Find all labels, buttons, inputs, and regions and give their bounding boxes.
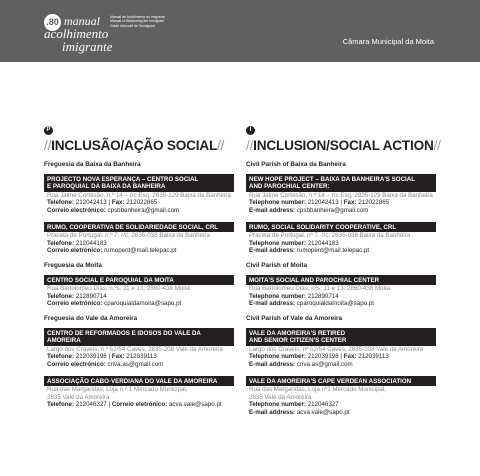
phone-value: 212042413 bbox=[307, 199, 339, 207]
fax-label: Fax: bbox=[111, 199, 125, 207]
phone-line: Telefone: 212042413 | Fax: 212022865 bbox=[47, 199, 158, 207]
institution-entry bbox=[44, 376, 234, 409]
phone-value: 212042413 bbox=[75, 199, 107, 207]
institution-name bbox=[246, 174, 436, 192]
email-value: criva.as@gmail.com bbox=[107, 360, 164, 368]
english-column bbox=[246, 126, 441, 423]
phone-line: Telephone number: 212039198 | Fax: 212039113 bbox=[249, 353, 389, 361]
institution-name bbox=[246, 328, 436, 346]
email-value: rumopent@mail.telepac.pt bbox=[296, 247, 370, 255]
phone-label: Telephone number: bbox=[249, 353, 306, 361]
title-slashes: // bbox=[433, 138, 441, 153]
section-title bbox=[246, 138, 441, 154]
institution-address: Largo dos Craveis, n.º 52/54 Caves, 2835-208 Vale da Amoreira bbox=[47, 345, 223, 353]
email-value: acva.vale@sapo.pt bbox=[296, 408, 350, 416]
email-label: Correio electrónico: bbox=[47, 206, 106, 214]
institution-address: Praceta de Portugal, nº 7, r/c, 2835-038 Baixa da Banheira bbox=[249, 231, 411, 239]
section-title bbox=[44, 139, 234, 154]
email-label: E-mail address: bbox=[249, 360, 296, 368]
logo-subtitle-line: Guide d'accueil de l'immigrant bbox=[110, 23, 156, 28]
email-value: cparoquialdamoita@sapo.pt bbox=[296, 300, 374, 308]
phone-label: Telefone: bbox=[47, 292, 75, 300]
institution-name bbox=[44, 222, 234, 232]
parish-heading: Freguesia da Moita bbox=[44, 261, 102, 269]
fax-value: 212039113 bbox=[358, 353, 389, 361]
institution-name-line: MOITA'S SOCIAL AND PAROCHIAL CENTER bbox=[249, 276, 380, 284]
phone-line bbox=[44, 293, 234, 301]
phone-label: Telephone number: bbox=[249, 239, 306, 247]
institution-name-line: CENTRO SOCIAL E PAROQUIAL DA MOITA bbox=[47, 276, 174, 284]
institution-name-line: NEW HOPE PROJECT – BAIXA DA BANHEIRA'S SOCIAL bbox=[249, 175, 416, 183]
email-line bbox=[246, 207, 436, 215]
phone-label: Telefone: bbox=[47, 239, 75, 247]
logo-number: .80 bbox=[44, 14, 61, 31]
email-value: cparoquialdamoita@sapo.pt bbox=[104, 300, 182, 308]
phone-line bbox=[44, 240, 234, 248]
phone-value: 212044183 bbox=[307, 239, 339, 247]
institution-entry bbox=[44, 328, 234, 369]
fax-value: 212039113 bbox=[126, 353, 157, 361]
institution-name bbox=[44, 376, 234, 386]
email-label: E-mail address: bbox=[249, 300, 296, 308]
phone-line bbox=[246, 240, 436, 248]
institution-address: Rua das Margaridas, Loja nº1 Mercado Municipal, bbox=[249, 385, 387, 393]
institution-entry bbox=[246, 275, 436, 308]
logo-subtitle-line: Manual of Welcoming the Immigrant bbox=[110, 19, 165, 24]
title-slashes: // bbox=[44, 138, 52, 153]
phone-line: Telefone: 212046327 | Correio eletrónico: acva.vale@sapo.pt bbox=[47, 401, 222, 409]
parish-heading: Civil Parish of Baixa da Banheira bbox=[246, 160, 346, 168]
institution-entry bbox=[246, 174, 436, 215]
parish-heading: Freguesia da Baixa da Banheira bbox=[44, 160, 141, 168]
email-line bbox=[44, 247, 234, 255]
institution-name bbox=[246, 275, 436, 285]
institution-name bbox=[246, 376, 436, 386]
phone-label: Telephone number: bbox=[249, 199, 306, 207]
title-slashes: // bbox=[246, 138, 254, 153]
parish-heading: Freguesia do Vale da Amoreira bbox=[44, 314, 138, 322]
phone-label: Telefone: bbox=[47, 199, 75, 207]
phone-label: Telephone number: bbox=[249, 292, 306, 300]
institution-entry bbox=[44, 275, 234, 308]
institution-entry bbox=[246, 376, 436, 417]
email-line bbox=[44, 207, 234, 215]
institution-name-line: E PAROQUIAL DA BAIXA DA BANHEIRA bbox=[47, 183, 166, 191]
email-line bbox=[246, 361, 436, 369]
language-badge: P bbox=[44, 126, 53, 135]
institution-name bbox=[246, 222, 436, 232]
email-value: cpsbbanheira@gmail.com bbox=[296, 206, 369, 214]
phone-value: 212039198 bbox=[75, 353, 107, 361]
logo-subtitle bbox=[110, 15, 170, 28]
email-line bbox=[246, 247, 436, 255]
phone-value: 212890714 bbox=[75, 292, 107, 300]
phone-value: 212890714 bbox=[307, 292, 339, 300]
logo-subtitle-line: Manual de Acolhimento ao Imigrante bbox=[110, 15, 166, 19]
fax-label: Fax: bbox=[343, 199, 357, 207]
phone-line bbox=[246, 293, 436, 301]
institution-address: Largo dos Craveis, nº 52/54 Caves, 2835-208 Vale da Amoreira bbox=[249, 345, 424, 353]
institution-address: Rua Jaime Cortesão, n.º 14 – r/c Esq, 2835-129 Baixa da Banheira bbox=[249, 191, 433, 199]
institution-entry bbox=[246, 222, 436, 255]
institution-address: 2835 Vale da Amoreira bbox=[47, 393, 110, 401]
parish-heading: Civil Parish of Moita bbox=[246, 261, 308, 269]
institution-address: Rua Bartolomeu Dias, nºs. 11 e 13, 2860-438 Moita bbox=[249, 285, 391, 293]
phone-value: 212039198 bbox=[307, 353, 339, 361]
phone-value: 212046327 bbox=[307, 401, 339, 409]
phone-line: Telefone: 212039198 | Fax: 212039113 bbox=[47, 353, 157, 361]
email-value: acva.vale@sapo.pt bbox=[168, 401, 222, 409]
institution-name bbox=[44, 174, 234, 192]
phone-value: 212044183 bbox=[75, 239, 107, 247]
email-value: cpsbbanheira@gmail.com bbox=[107, 206, 180, 214]
title-text: INCLUSÃO/AÇÃO SOCIAL bbox=[51, 138, 218, 153]
page-header bbox=[0, 0, 480, 62]
institution-name-line: VALE DA AMOREIRA'S CAPE VERDEAN ASSOCIATION bbox=[249, 377, 412, 385]
language-badge: I bbox=[246, 126, 255, 135]
logo-word-manual: manual bbox=[64, 14, 100, 28]
institution-name-line: VALE DA AMOREIRA'S RETIRED bbox=[249, 329, 346, 337]
institution-name bbox=[44, 275, 234, 285]
logo-word-imigrante: imigrante bbox=[62, 39, 113, 54]
email-label: Correio eletrónico: bbox=[47, 300, 103, 308]
logo-word-acolhimento: acolhimento bbox=[44, 26, 109, 41]
email-label: E-mail address: bbox=[249, 206, 296, 214]
institution-entry bbox=[44, 174, 234, 215]
institution-name-line: ASSOCIAÇÃO CABO-VERDIANA DO VALE DA AMOREIRA bbox=[47, 377, 218, 385]
title-text: INCLUSION/SOCIAL ACTION bbox=[253, 138, 434, 153]
institution-address: 2835 Vale da Amoreira bbox=[249, 393, 312, 401]
institution-name-line: PROJECTO NOVA ESPERANÇA – CENTRO SOCIAL bbox=[47, 175, 199, 183]
email-value: rumopent@mail.telepac.pt bbox=[104, 247, 177, 255]
phone-label: Telefone: bbox=[47, 353, 75, 361]
institution-name-line: CENTRO DE REFORMADOS E IDOSOS DO VALE DA AMOREIRA bbox=[47, 329, 201, 345]
email-label: Correio eletrónico: bbox=[111, 401, 168, 409]
institution-name-line: RUMO, COOPERATIVA DE SOLIDARIEDADE SOCIAL, CRL bbox=[47, 223, 219, 231]
parish-heading: Civil Parish of Vale da Amoreira bbox=[246, 314, 343, 322]
email-label: Correio eletrónico: bbox=[47, 247, 103, 255]
fax-label: Fax: bbox=[111, 353, 125, 361]
institution-address: Praceta de Portugal, n.º 7, r/c, 2835-038 Baixa da Banheira bbox=[47, 231, 210, 239]
phone-line: Telephone number: 212042413 | Fax: 212022865 bbox=[249, 199, 390, 207]
fax-value: 212022865 bbox=[126, 199, 158, 207]
email-line bbox=[246, 409, 436, 417]
institution-entry bbox=[246, 328, 436, 369]
title-slashes: // bbox=[217, 138, 225, 153]
email-line bbox=[44, 300, 234, 308]
organization-name: Câmara Municipal da Moita bbox=[342, 37, 434, 46]
fax-label: Fax: bbox=[343, 353, 357, 361]
phone-label: Telefone: bbox=[47, 401, 75, 409]
phone-line bbox=[246, 401, 436, 409]
phone-value: 212046327 bbox=[75, 401, 107, 409]
email-label: E-mail address: bbox=[249, 247, 296, 255]
phone-label: Telephone number: bbox=[249, 401, 306, 409]
institution-address: Rua Jaime Cortesão, n.º 14 – r/c Esq, 2835-129 Baixa da Banheira bbox=[47, 191, 231, 199]
institution-address: Rua Bartolomeu Dias, n.ºs. 11 e 13, 2860-438 Moita bbox=[47, 285, 190, 293]
email-line bbox=[246, 300, 436, 308]
institution-address: Rua das Margaridas, Loja n.º 1 Mercado Municipal, bbox=[47, 385, 188, 393]
fax-value: 212022865 bbox=[358, 199, 390, 207]
institution-name-line: AND SENIOR CITIZEN'S CENTER bbox=[249, 337, 347, 345]
portuguese-column bbox=[44, 126, 234, 416]
email-line bbox=[44, 361, 234, 369]
institution-name-line: RUMO, SOCIAL SOLIDARITY COOPERATIVE, CRL bbox=[249, 223, 397, 231]
email-value: criva.as@gmail.com bbox=[296, 360, 353, 368]
institution-entry bbox=[44, 222, 234, 255]
email-label: E-mail address: bbox=[249, 408, 296, 416]
institution-name-line: AND PAROCHIAL CENTER: bbox=[249, 183, 330, 191]
email-label: Correio electrónico: bbox=[47, 360, 106, 368]
institution-name bbox=[44, 328, 234, 346]
